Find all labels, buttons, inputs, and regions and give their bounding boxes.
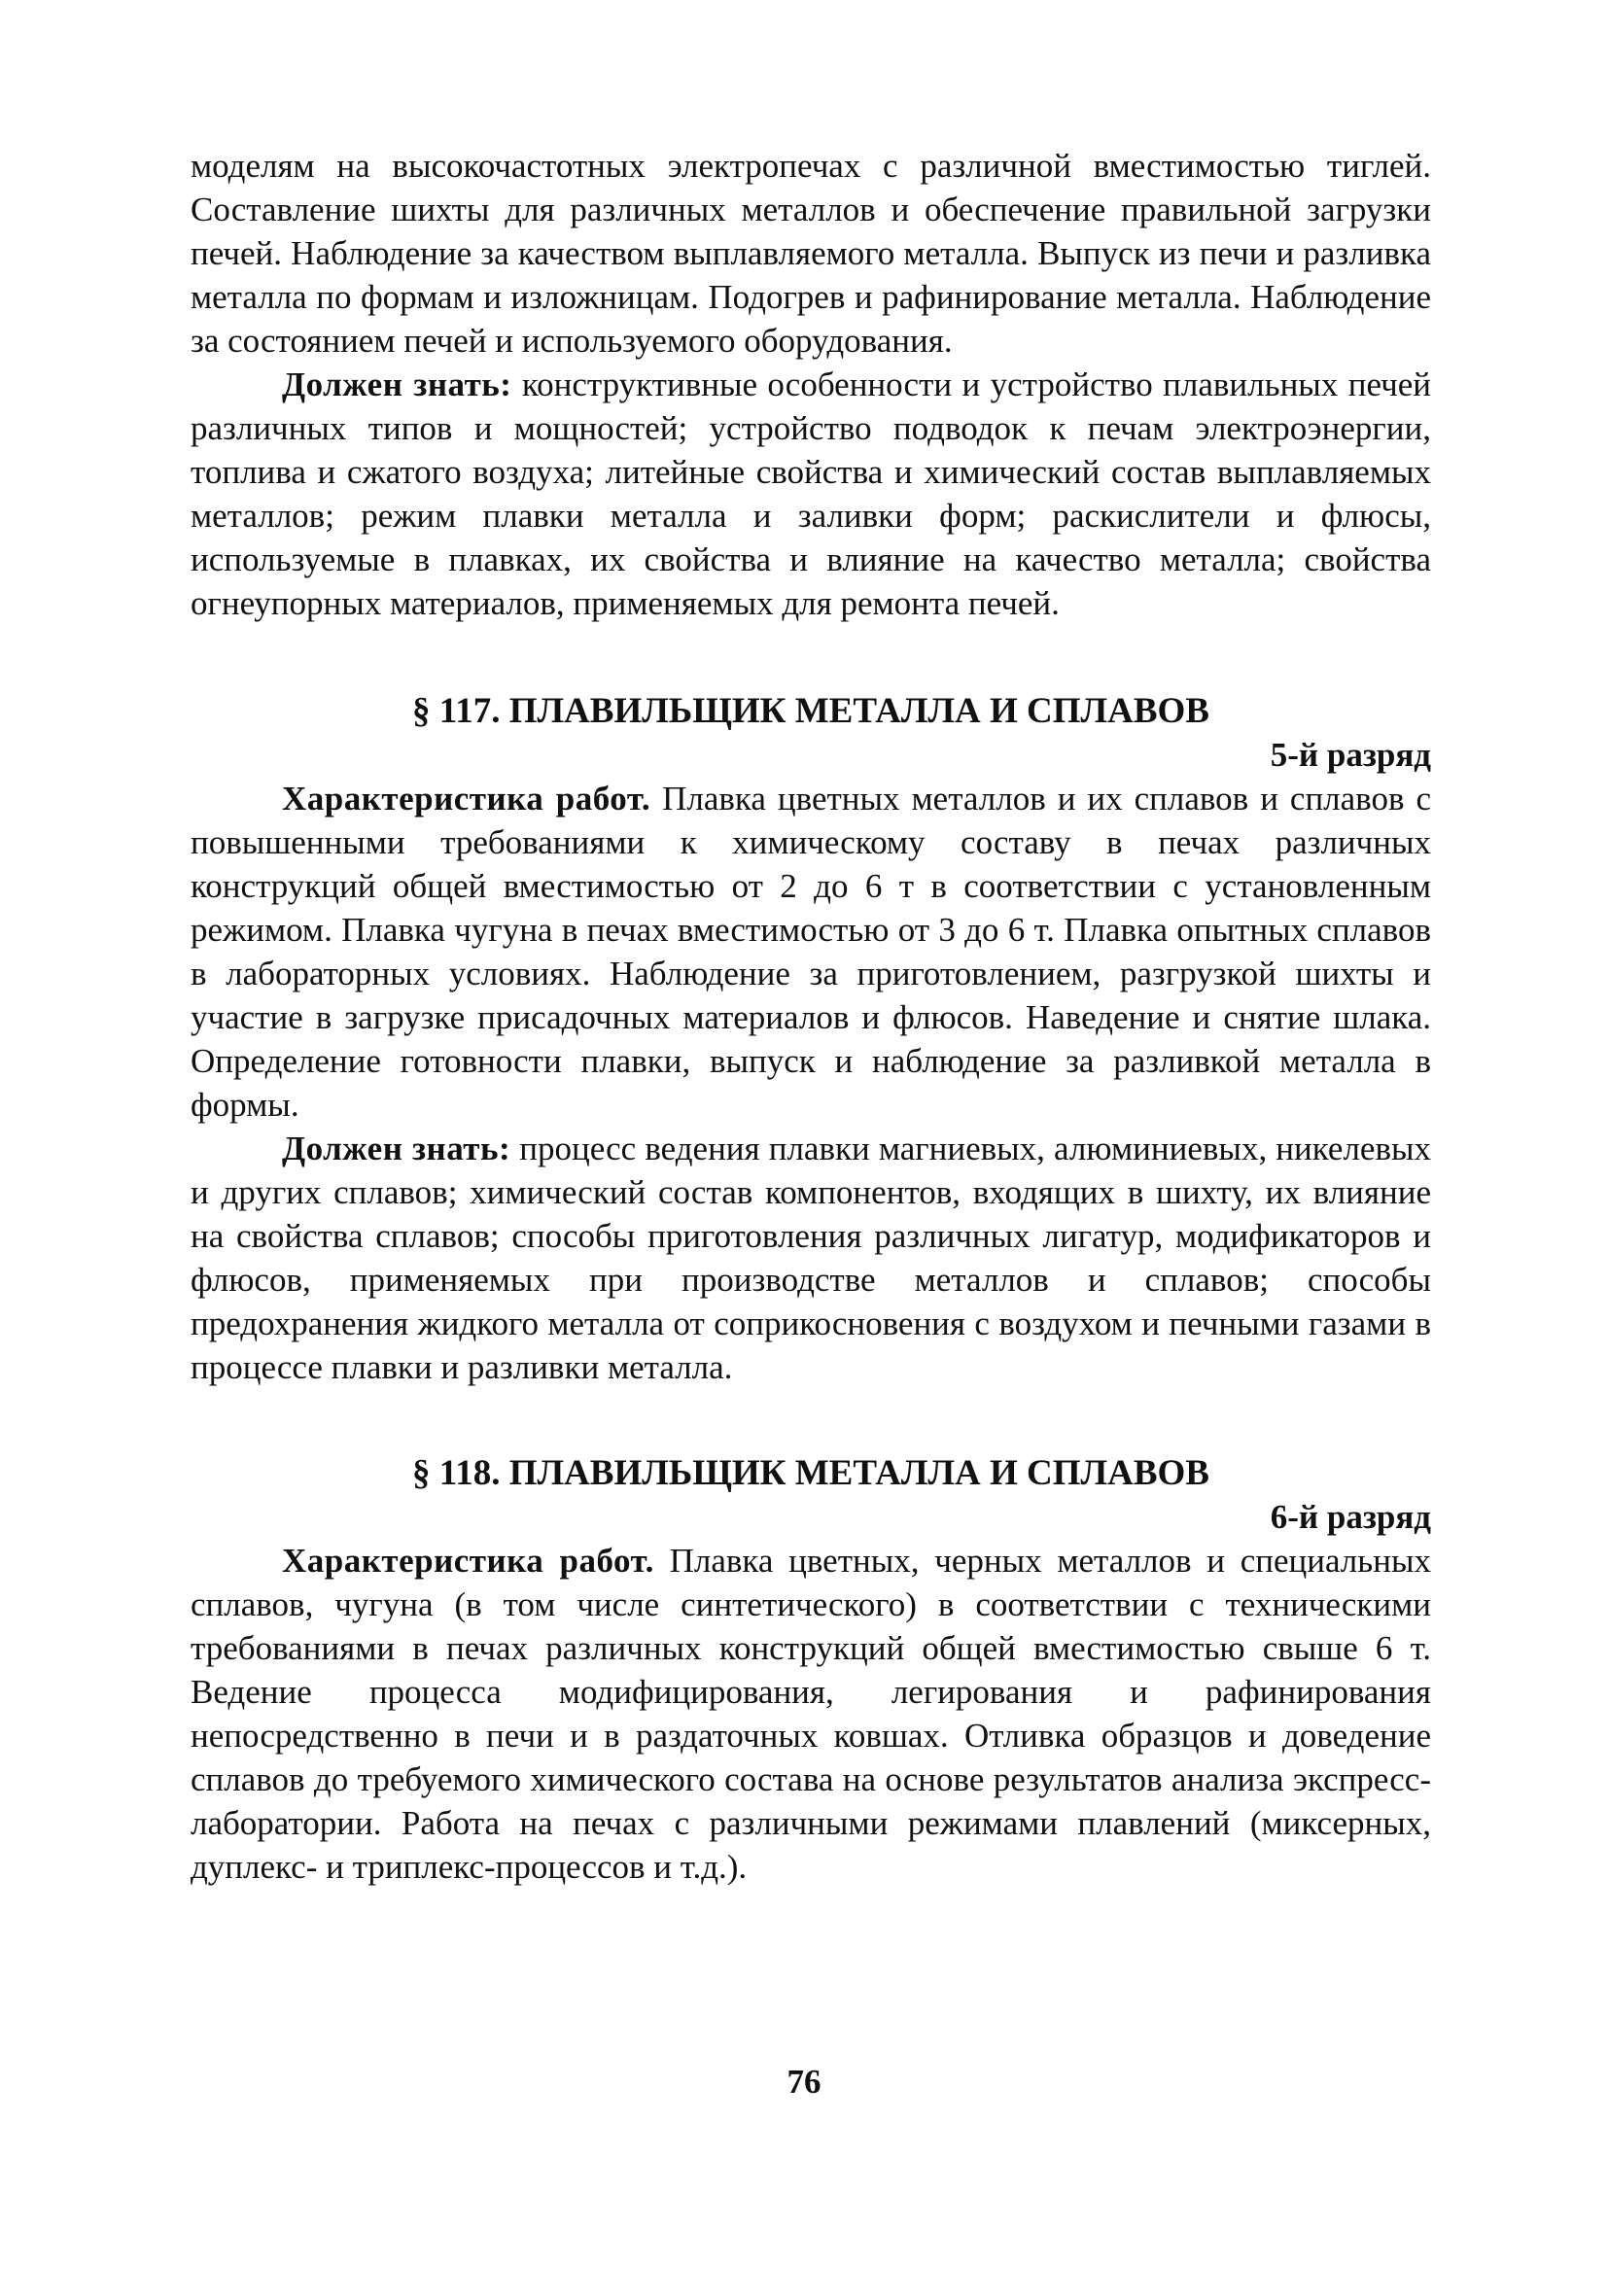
knowledge-label: Должен знать: bbox=[282, 365, 512, 403]
knowledge-paragraph bbox=[191, 1127, 1431, 1389]
intro-paragraph: моделям на высокочастотных электропечах с различной вместимостью тиглей. Составление шихты для различных металлов и обеспечение правильной загрузки печей. Наблюдение за качеством выплавляемого металла. Выпуск из печи и разливка металла по формам и изложницам. Подогрев и рафинирование металла. Наблюдение за состоянием печей и используемого оборудования. bbox=[191, 147, 1431, 360]
page-content bbox=[191, 144, 1431, 1889]
section-title: § 117. ПЛАВИЛЬЩИК МЕТАЛЛА И СПЛАВОВ bbox=[412, 691, 1209, 731]
work-label: Характеристика работ. bbox=[282, 1542, 654, 1580]
work-description-paragraph bbox=[191, 1539, 1431, 1889]
work-text: Плавка цветных, черных металлов и специальных сплавов, чугуна (в том числе синтетического) в соответствии с техническими требованиями в печах различных конструкций общей вместимостью свыше 6 т. Ведение процесса модифицирования, легирования и рафинирования непосредственно в печи и в раздаточных ковшах. Отливка образцов и доведение сплавов до требуемого химического состава на основе результатов анализа экспресс-лаборатории. Работа на печах с различными режимами плавлений (миксерных, дуплекс- и триплекс-процессов и т.д.). bbox=[191, 1542, 1431, 1886]
grade-label: 6-й разряд bbox=[1270, 1498, 1431, 1536]
section-118 bbox=[191, 1451, 1431, 1889]
page-number: 76 bbox=[787, 2063, 821, 2101]
intro-knowledge-paragraph bbox=[191, 363, 1431, 625]
knowledge-label: Должен знать: bbox=[282, 1130, 511, 1167]
work-text: Плавка цветных металлов и их сплавов и сплавов с повышенными требованиями к химическому составу в печах различных конструкций общей вместимостью от 2 до 6 т в соответствии с установленным режимом. Плавка чугуна в печах вместимостью от 3 до 6 т. Плавка опытных сплавов в лабораторных условиях. Наблюдение за приготовлением, разгрузкой шихты и участие в загрузке присадочных материалов и флюсов. Наведение и снятие шлака. Определение готовности плавки, выпуск и наблюдение за разливкой металла в формы. bbox=[191, 780, 1431, 1124]
work-label: Характеристика работ. bbox=[282, 780, 651, 818]
work-description-paragraph bbox=[191, 777, 1431, 1127]
knowledge-text: конструктивные особенности и устройство плавильных печей различных типов и мощностей; устройство подводок к печам электроэнергии, топлива и сжатого воздуха; литейные свойства и химический состав выплавляемых металлов; режим плавки металла и заливки форм; раскислители и флюсы, используемые в плавках, их свойства и влияние на качество металла; свойства огнеупорных материалов, применяемых для ремонта печей. bbox=[191, 365, 1431, 622]
knowledge-text: процесс ведения плавки магниевых, алюминиевых, никелевых и других сплавов; химический состав компонентов, входящих в шихту, их влияние на свойства сплавов; способы приготовления различных лигатур, модификаторов и флюсов, применяемых при производстве металлов и сплавов; способы предохранения жидкого металла от соприкосновения с воздухом и печными газами в процессе плавки и разливки металла. bbox=[191, 1130, 1431, 1386]
section-title: § 118. ПЛАВИЛЬЩИК МЕТАЛЛА И СПЛАВОВ bbox=[412, 1453, 1209, 1493]
section-117 bbox=[191, 689, 1431, 1389]
grade-label: 5-й разряд bbox=[1270, 736, 1431, 774]
